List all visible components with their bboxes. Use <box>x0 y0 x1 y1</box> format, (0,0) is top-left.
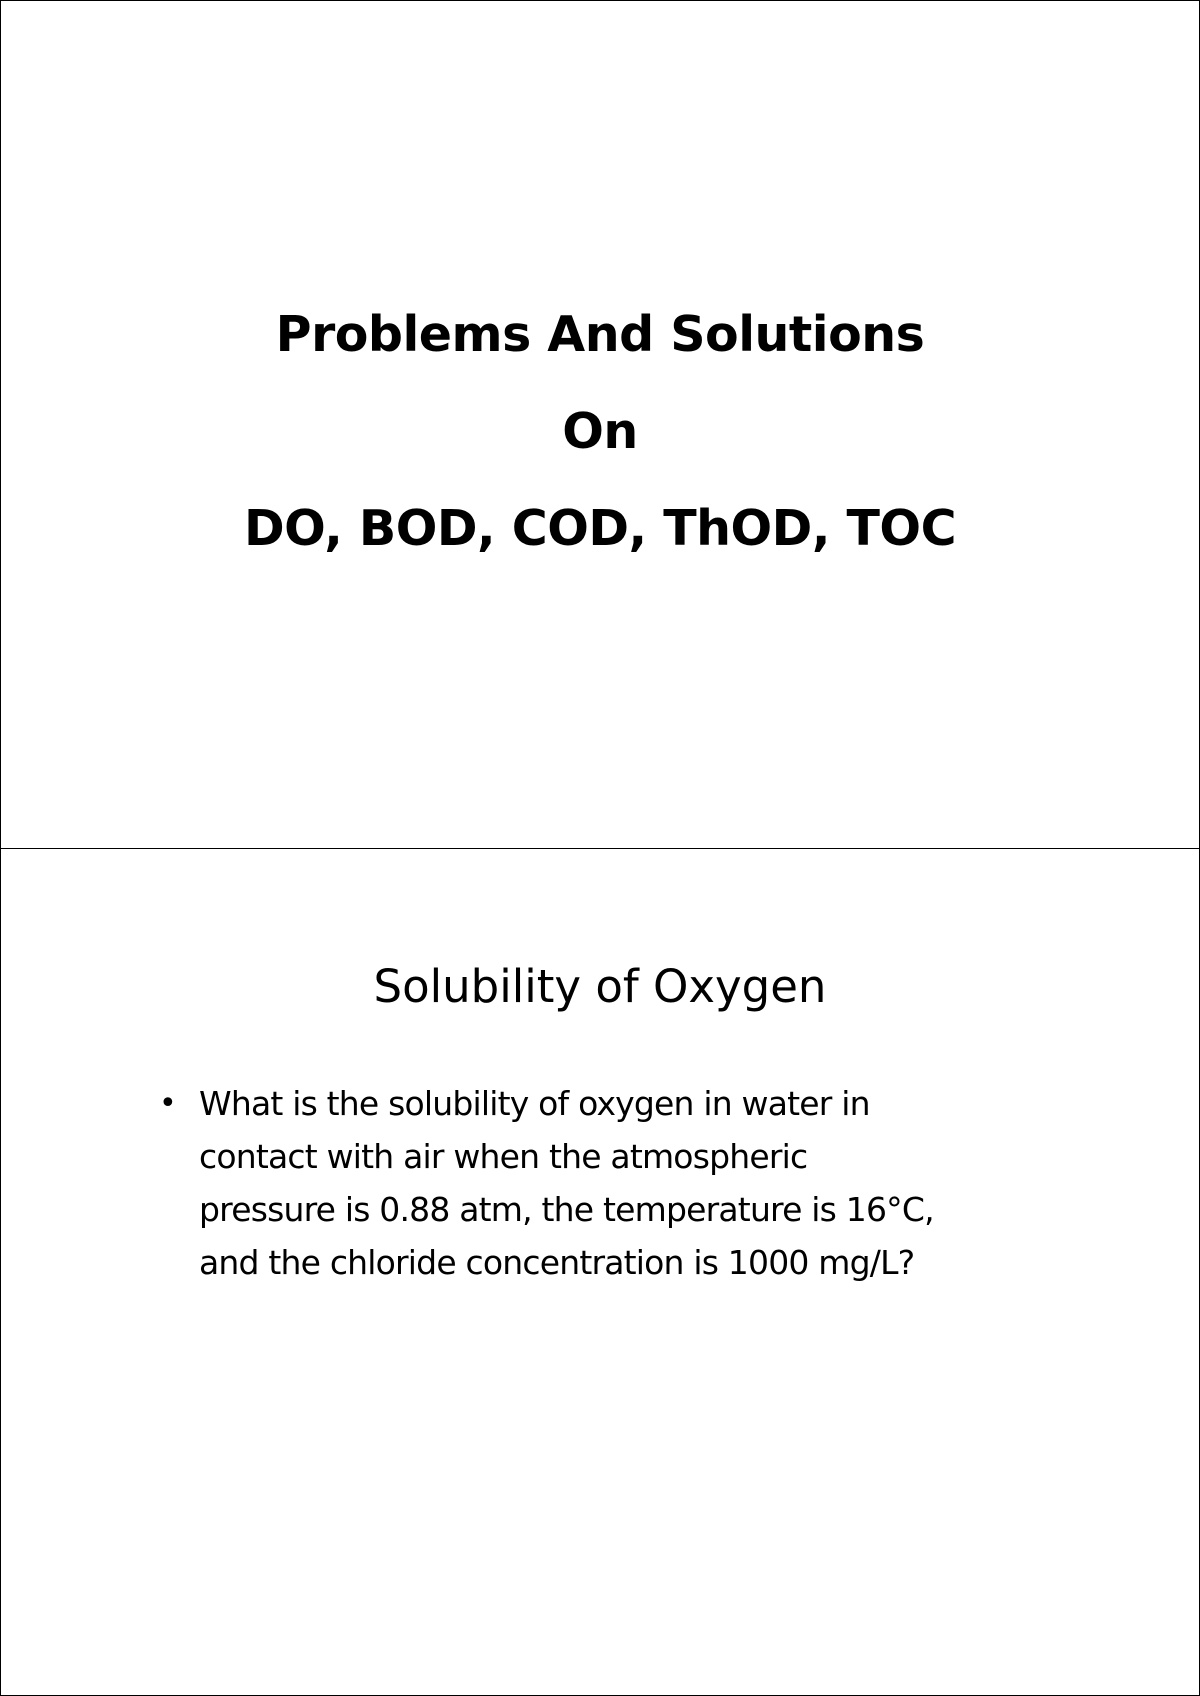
bullet-text-line-3: pressure is 0.88 atm, the temperature is 16°C, <box>199 1190 934 1229</box>
bullet-text-line-2: contact with air when the atmospheric <box>199 1137 808 1176</box>
title-line-1: Problems And Solutions <box>275 306 925 363</box>
slide-solubility-of-oxygen <box>0 848 1200 1696</box>
title-line-2: On <box>562 403 638 460</box>
bullet-text-line-1: What is the solubility of oxygen in water in <box>199 1084 870 1123</box>
bullet-marker: • <box>159 1086 176 1121</box>
slide-heading: Solubility of Oxygen <box>373 960 827 1013</box>
bullet-list <box>159 1077 1059 1289</box>
title-line-3: DO, BOD, COD, ThOD, TOC <box>243 500 957 557</box>
bullet-text-line-4: and the chloride concentration is 1000 mg/L? <box>199 1243 915 1282</box>
title-block <box>1 286 1199 577</box>
bullet-item <box>159 1077 1059 1289</box>
